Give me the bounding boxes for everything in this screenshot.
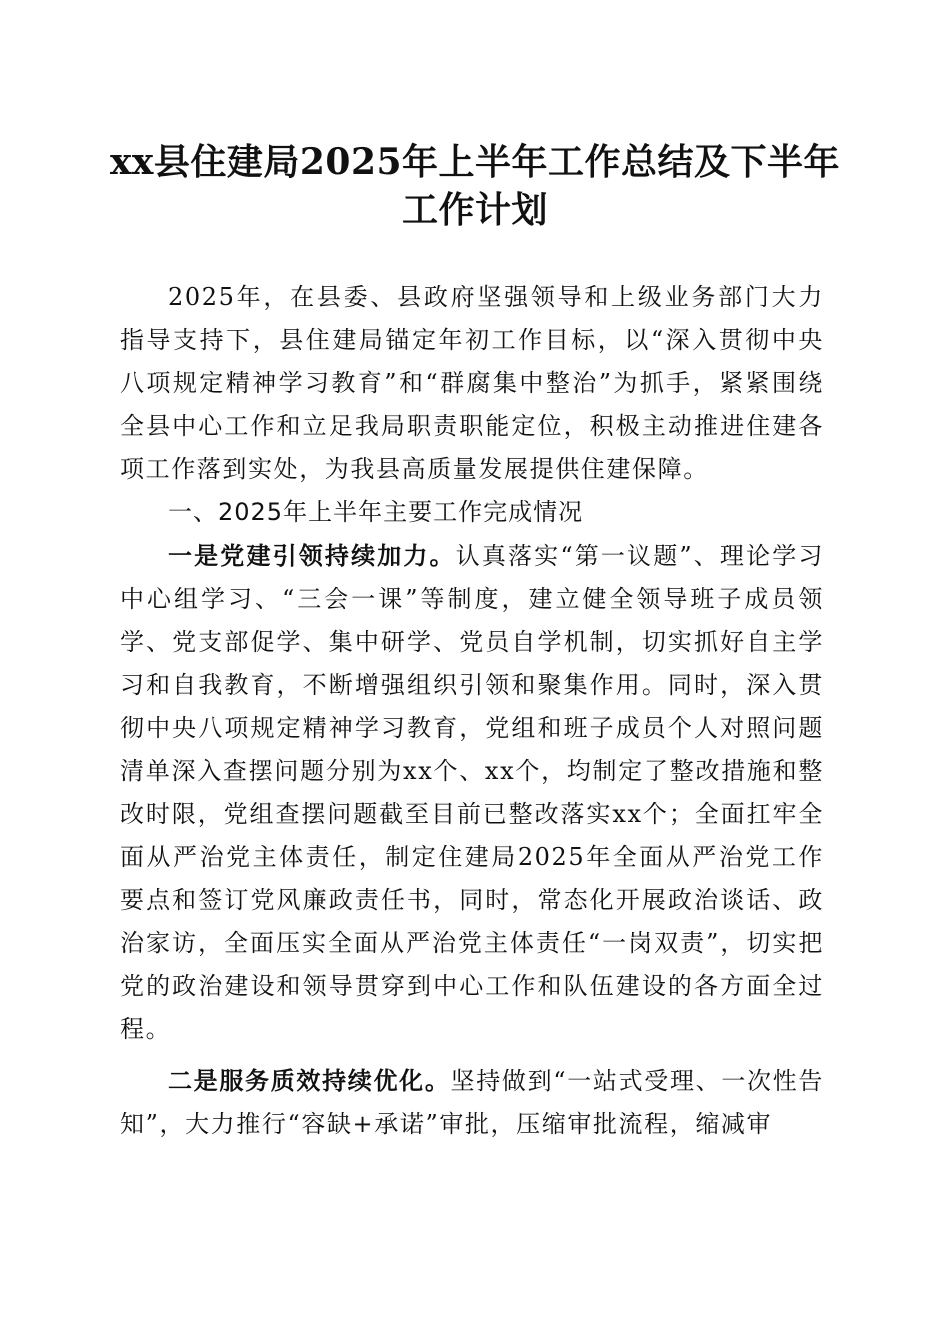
paragraph-service-quality <box>120 1059 824 1146</box>
paragraph-text: 认真落实“第一议题”、理论学习中心组学习、“三会一课”等制度，建立健全领导班子成员领学、党支部促学、集中研学、党员自学机制，切实抓好自主学习和自我教育，不断增强组织引领和聚集作用。同时，深入贯彻中央八项规定精神学习教育，党组和班子成员个人对照问题清单深入查摆问题分别为xx个、xx个，均制定了整改措施和整改时限，党组查摆问题截至目前已整改落实xx个；全面扛牢全面从严治党主体责任，制定住建局2025年全面从严治党工作要点和签订党风廉政责任书，同时，常态化开展政治谈话、政治家访，全面压实全面从严治党主体责任“一岗双责”，切实把党的政治建设和领导贯穿到中心工作和队伍建设的各方面全过程。 <box>120 542 824 1043</box>
document-title <box>95 138 855 234</box>
title-line-1: xx县住建局2025年上半年工作总结及下半年 <box>109 141 841 183</box>
paragraph-lead: 一是党建引领持续加力。 <box>168 541 456 570</box>
paragraph-party-building <box>120 534 824 1051</box>
section-heading-1: 一、2025年上半年主要工作完成情况 <box>168 498 584 526</box>
intro-paragraph: 2025年，在县委、县政府坚强领导和上级业务部门大力指导支持下，县住建局锚定年初工作目标，以“深入贯彻中央八项规定精神学习教育”和“群腐集中整治”为抓手，紧紧围绕全县中心工作和立足我局职责职能定位，积极主动推进住建各项工作落到实处，为我县高质量发展提供住建保障。 <box>120 283 824 483</box>
title-line-2: 工作计划 <box>401 189 548 231</box>
document-body <box>120 276 824 1146</box>
paragraph-lead: 二是服务质效持续优化。 <box>168 1066 451 1095</box>
paragraph-text: 坚持做到“一站式受理、一次性告知”，大力推行“容缺+承诺”审批，压缩审批流程，缩减审 <box>120 1067 824 1138</box>
